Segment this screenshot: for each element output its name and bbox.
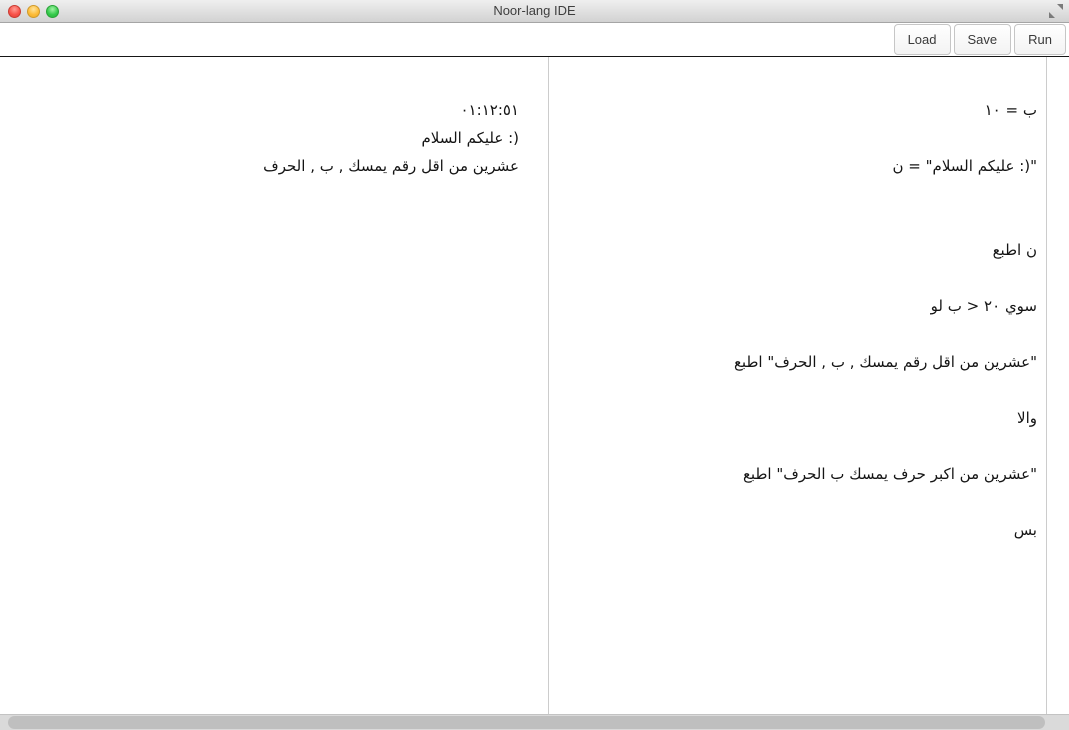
horizontal-scrollbar-thumb[interactable] [8, 716, 1045, 729]
code-line-12 [559, 432, 1037, 460]
code-line-13: اطبع "الحرف ب يمسك حرف اكبر من عشرين" [742, 465, 1037, 483]
toolbar [0, 23, 1069, 57]
code-line-14 [559, 488, 1037, 516]
code-line-9: اطبع "الحرف , ب , يمسك رقم اقل من عشرين" [733, 353, 1037, 371]
code-editor-pane[interactable] [549, 57, 1047, 714]
fullscreen-icon[interactable] [1049, 4, 1063, 18]
minimize-button[interactable] [27, 5, 40, 18]
code-line-2: ن = "السلام عليكم :)" [892, 157, 1037, 175]
load-button[interactable]: Load [894, 24, 951, 55]
output-line-1: السلام عليكم :) [421, 129, 519, 147]
close-button[interactable] [8, 5, 21, 18]
code-line-0: ١٠ = ب [984, 101, 1037, 119]
code-line-1 [559, 124, 1037, 152]
horizontal-scrollbar[interactable] [0, 714, 1069, 730]
code-line-7: لو ب > ٢٠ سوي [930, 297, 1037, 315]
code-line-8 [559, 320, 1037, 348]
save-button[interactable]: Save [954, 24, 1012, 55]
output-line-2: الحرف , ب , يمسك رقم اقل من عشرين [263, 157, 519, 175]
run-button[interactable]: Run [1014, 24, 1066, 55]
code-line-10 [559, 376, 1037, 404]
code-line-15: بس [1013, 521, 1037, 539]
code-line-6 [559, 264, 1037, 292]
window-titlebar [0, 0, 1069, 23]
output-line-0: ٠١:١٢:٥١ [460, 101, 519, 119]
output-pane [0, 57, 549, 714]
code-line-3 [559, 180, 1037, 208]
zoom-button[interactable] [46, 5, 59, 18]
traffic-lights [8, 5, 59, 18]
toolbar-buttons [894, 24, 1066, 55]
code-line-4 [559, 208, 1037, 236]
code-line-5: اطبع ن [992, 241, 1037, 259]
window-title: Noor-lang IDE [493, 3, 576, 18]
code-line-11: والا [1017, 409, 1037, 427]
main-area [0, 57, 1069, 714]
